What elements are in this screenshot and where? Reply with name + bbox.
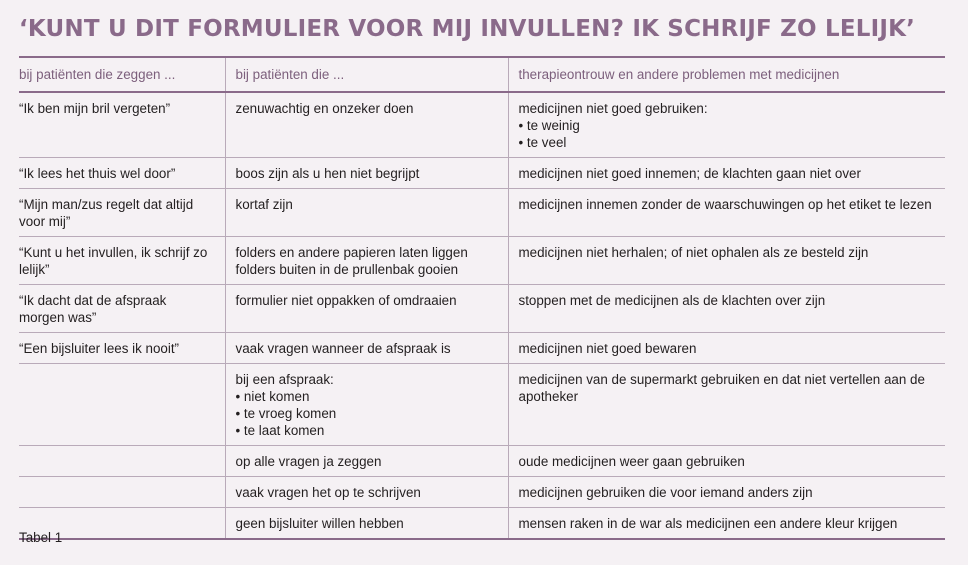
cell-text: folders en andere papieren laten liggen [235, 245, 468, 260]
table-cell: “Ik lees het thuis wel door” [19, 158, 225, 189]
table-cell: stoppen met de medicijnen als de klachten over zijn [508, 285, 945, 333]
bullet-item: • te laat komen [236, 422, 498, 439]
table-cell: op alle vragen ja zeggen [225, 446, 508, 477]
table-cell [19, 477, 225, 508]
table-row [19, 333, 945, 364]
table-row [19, 285, 945, 333]
data-table [19, 56, 945, 540]
table-cell: mensen raken in de war als medicijnen een andere kleur krijgen [508, 508, 945, 540]
table-cell [19, 446, 225, 477]
table-cell: “Ik dacht dat de afspraak morgen was” [19, 285, 225, 333]
bullet-item: • niet komen [236, 388, 498, 405]
table-cell: vaak vragen wanneer de afspraak is [225, 333, 508, 364]
table-cell: medicijnen innemen zonder de waarschuwingen op het etiket te lezen [508, 189, 945, 237]
bullet-list [519, 117, 936, 151]
table-cell: medicijnen gebruiken die voor iemand anders zijn [508, 477, 945, 508]
table-row [19, 189, 945, 237]
table-caption: Tabel 1 [19, 530, 63, 545]
cell-text: medicijnen niet goed gebruiken: [518, 101, 708, 116]
column-header-behaviour: bij patiënten die ... [225, 57, 508, 92]
table-row [19, 508, 945, 540]
bullet-item: • te weinig [519, 117, 936, 134]
table-row [19, 477, 945, 508]
table-row [19, 237, 945, 285]
table-cell: boos zijn als u hen niet begrijpt [225, 158, 508, 189]
table-cell: medicijnen niet goed innemen; de klachten gaan niet over [508, 158, 945, 189]
table-cell [225, 364, 508, 446]
table-row [19, 364, 945, 446]
cell-text: bij een afspraak: [235, 372, 334, 387]
page-title: ‘KUNT U DIT FORMULIER VOOR MIJ INVULLEN? IK SCHRIJF ZO LELIJK’ [19, 16, 916, 42]
table-cell: formulier niet oppakken of omdraaien [225, 285, 508, 333]
table-cell: “Een bijsluiter lees ik nooit” [19, 333, 225, 364]
table-cell: vaak vragen het op te schrijven [225, 477, 508, 508]
bullet-item: • te vroeg komen [236, 405, 498, 422]
table-cell: zenuwachtig en onzeker doen [225, 92, 508, 158]
column-header-problems: therapieontrouw en andere problemen met medicijnen [508, 57, 945, 92]
table-cell: medicijnen niet goed bewaren [508, 333, 945, 364]
table-cell: “Kunt u het invullen, ik schrijf zo lelijk” [19, 237, 225, 285]
table-cell: “Mijn man/zus regelt dat altijd voor mij” [19, 189, 225, 237]
table-row [19, 158, 945, 189]
table-cell: geen bijsluiter willen hebben [225, 508, 508, 540]
table-cell [225, 237, 508, 285]
table-header-row [19, 57, 945, 92]
table-row [19, 92, 945, 158]
table-row [19, 446, 945, 477]
table-cell: kortaf zijn [225, 189, 508, 237]
table-cell: medicijnen van de supermarkt gebruiken en dat niet vertellen aan de apotheker [508, 364, 945, 446]
table-cell: oude medicijnen weer gaan gebruiken [508, 446, 945, 477]
table-cell: medicijnen niet herhalen; of niet ophalen als ze besteld zijn [508, 237, 945, 285]
bullet-list [236, 388, 498, 439]
cell-text: folders buiten in de prullenbak gooien [235, 262, 459, 277]
column-header-sayings: bij patiënten die zeggen ... [19, 57, 225, 92]
bullet-item: • te veel [519, 134, 936, 151]
table-cell: “Ik ben mijn bril vergeten” [19, 92, 225, 158]
table-cell [508, 92, 945, 158]
table-cell [19, 364, 225, 446]
